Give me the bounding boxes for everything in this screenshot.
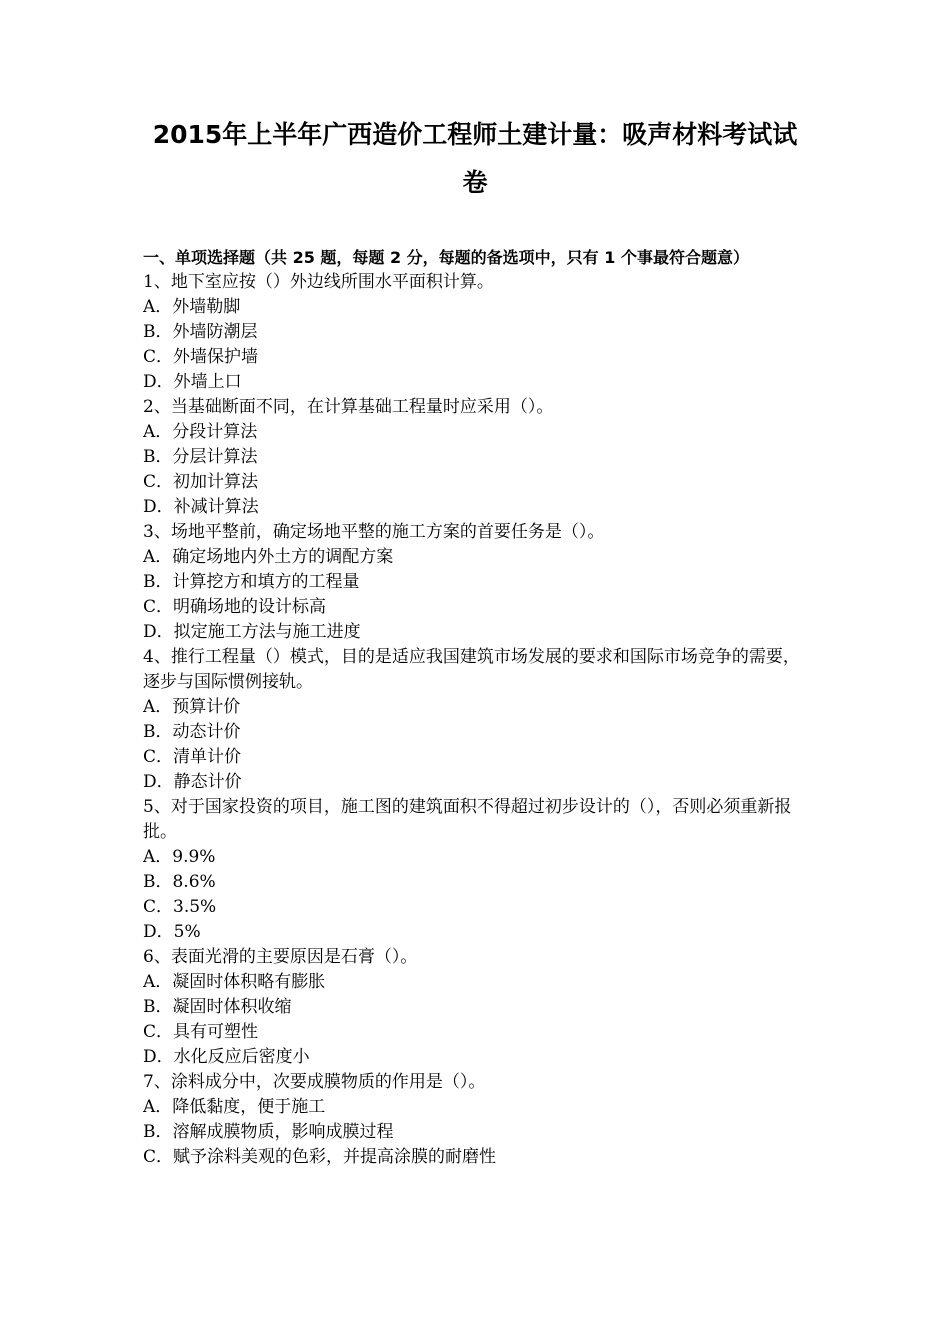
question-list bbox=[143, 270, 808, 1170]
title-line-2: 卷 bbox=[462, 168, 488, 197]
document-title bbox=[130, 111, 820, 207]
answer-option: C．具有可塑性 bbox=[143, 1022, 259, 1042]
answer-option: B．动态计价 bbox=[143, 722, 241, 742]
answer-option: D．水化反应后密度小 bbox=[143, 1047, 310, 1067]
question-text: 5、对于国家投资的项目，施工图的建筑面积不得超过初步设计的（），否则必须重新报批。 bbox=[143, 797, 792, 842]
answer-option: C．清单计价 bbox=[143, 747, 242, 767]
question-item bbox=[143, 1070, 808, 1170]
section-heading: 一、单项选择题（共 25 题，每题 2 分，每题的备选项中，只有 1 个事最符合题意） bbox=[143, 248, 749, 267]
question-item bbox=[143, 520, 808, 645]
answer-option: A．确定场地内外土方的调配方案 bbox=[143, 547, 394, 567]
question-text: 4、推行工程量（）模式，目的是适应我国建筑市场发展的要求和国际市场竞争的需要，逐步与国际惯例接轨。 bbox=[143, 647, 800, 692]
answer-option: A．预算计价 bbox=[143, 697, 241, 717]
title-line-1: 2015年上半年广西造价工程师土建计量：吸声材料考试试 bbox=[152, 120, 798, 149]
answer-option: C．3.5% bbox=[143, 897, 217, 917]
answer-option: D．静态计价 bbox=[143, 772, 242, 792]
answer-option: B．溶解成膜物质，影响成膜过程 bbox=[143, 1122, 394, 1142]
question-item bbox=[143, 795, 808, 945]
answer-option: C．初加计算法 bbox=[143, 472, 259, 492]
question-text: 1、地下室应按（）外边线所围水平面积计算。 bbox=[143, 272, 494, 292]
answer-option: A．凝固时体积略有膨胀 bbox=[143, 972, 326, 992]
answer-option: D．拟定施工方法与施工进度 bbox=[143, 622, 361, 642]
document-body bbox=[143, 245, 808, 1170]
question-text: 6、表面光滑的主要原因是石膏（）。 bbox=[143, 947, 418, 967]
answer-option: D．5% bbox=[143, 922, 201, 942]
question-item bbox=[143, 945, 808, 1070]
answer-option: D．外墙上口 bbox=[143, 372, 242, 392]
answer-option: B．8.6% bbox=[143, 872, 216, 892]
question-text: 2、当基础断面不同，在计算基础工程量时应采用（）。 bbox=[143, 397, 554, 417]
answer-option: D．补减计算法 bbox=[143, 497, 259, 517]
answer-option: B．分层计算法 bbox=[143, 447, 258, 467]
question-item bbox=[143, 270, 808, 395]
answer-option: B．计算挖方和填方的工程量 bbox=[143, 572, 360, 592]
answer-option: A．外墙勒脚 bbox=[143, 297, 241, 317]
answer-option: A．9.9% bbox=[143, 847, 216, 867]
answer-option: B．凝固时体积收缩 bbox=[143, 997, 292, 1017]
answer-option: C．赋予涂料美观的色彩，并提高涂膜的耐磨性 bbox=[143, 1147, 497, 1167]
question-item bbox=[143, 645, 808, 795]
question-text: 7、涂料成分中，次要成膜物质的作用是（）。 bbox=[143, 1072, 486, 1092]
answer-option: A．分段计算法 bbox=[143, 422, 258, 442]
question-text: 3、场地平整前，确定场地平整的施工方案的首要任务是（）。 bbox=[143, 522, 605, 542]
answer-option: C．外墙保护墙 bbox=[143, 347, 259, 367]
answer-option: C．明确场地的设计标高 bbox=[143, 597, 327, 617]
answer-option: B．外墙防潮层 bbox=[143, 322, 258, 342]
question-item bbox=[143, 395, 808, 520]
answer-option: A．降低黏度，便于施工 bbox=[143, 1097, 326, 1117]
